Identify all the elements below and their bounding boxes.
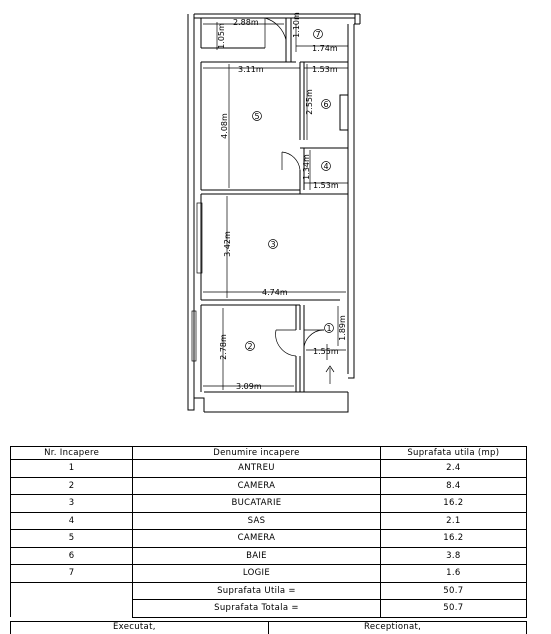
executed-label: Executat, xyxy=(113,622,156,632)
room-name-cell: ANTREU xyxy=(133,460,380,478)
dim-label: 2.78m xyxy=(219,334,228,360)
dim-label: 1.89m xyxy=(338,315,347,341)
dim-label: 2.55m xyxy=(305,89,314,115)
dim-label: 1.55m xyxy=(313,347,339,356)
dim-label: 4.08m xyxy=(220,113,229,139)
room-table-wrapper xyxy=(10,446,527,618)
room-area-cell: 3.8 xyxy=(380,547,526,565)
dim-label: 1.53m xyxy=(313,181,339,190)
room-name-cell: CAMERA xyxy=(133,477,380,495)
header-room-name: Denumire incapere xyxy=(133,447,380,460)
dim-label: 3.11m xyxy=(238,65,264,74)
room-area-cell: 8.4 xyxy=(380,477,526,495)
dim-label: 3.42m xyxy=(223,231,232,257)
dim-label: 4.74m xyxy=(262,288,288,297)
table-row xyxy=(11,565,527,583)
table-row xyxy=(11,460,527,478)
room-number-cell: 7 xyxy=(11,565,133,583)
header-usable-area: Suprafata utila (mp) xyxy=(380,447,526,460)
room-number-7: 7 xyxy=(315,30,321,39)
room-number-4: 4 xyxy=(323,162,329,171)
total-usable-value: 50.7 xyxy=(380,582,526,600)
table-row xyxy=(11,547,527,565)
dim-label: 1.53m xyxy=(312,65,338,74)
room-name-cell: CAMERA xyxy=(133,530,380,548)
room-number-1: 1 xyxy=(326,324,332,333)
dim-label: 1.74m xyxy=(312,44,338,53)
received-label: Receptionat, xyxy=(364,622,422,632)
room-number-cell: 3 xyxy=(11,495,133,513)
total-overall-value: 50.7 xyxy=(380,600,526,618)
room-number-2: 2 xyxy=(247,342,253,351)
total-overall-row xyxy=(11,600,527,618)
room-number-cell: 4 xyxy=(11,512,133,530)
room-name-cell: BAIE xyxy=(133,547,380,565)
room-number-3: 3 xyxy=(270,240,276,249)
dim-label: 2.88m xyxy=(233,18,259,27)
table-row xyxy=(11,530,527,548)
table-row xyxy=(11,477,527,495)
room-name-cell: LOGIE xyxy=(133,565,380,583)
dimension-labels xyxy=(217,12,347,391)
room-number-cell: 1 xyxy=(11,460,133,478)
dim-label: 1.34m xyxy=(302,154,311,180)
table-header-row xyxy=(11,447,527,460)
total-overall-label: Suprafata Totala = xyxy=(133,600,380,618)
table-row xyxy=(11,495,527,513)
dim-label: 3.09m xyxy=(236,382,262,391)
dim-label: 1.10m xyxy=(292,12,301,38)
room-area-table xyxy=(10,446,527,618)
room-area-cell: 2.1 xyxy=(380,512,526,530)
room-name-cell: BUCATARIE xyxy=(133,495,380,513)
room-area-cell: 1.6 xyxy=(380,565,526,583)
header-room-number: Nr. Incapere xyxy=(11,447,133,460)
signature-row xyxy=(10,622,527,634)
room-number-6: 6 xyxy=(323,100,329,109)
room-area-cell: 16.2 xyxy=(380,530,526,548)
room-number-cell: 6 xyxy=(11,547,133,565)
room-area-cell: 16.2 xyxy=(380,495,526,513)
room-name-cell: SAS xyxy=(133,512,380,530)
room-number-cell: 5 xyxy=(11,530,133,548)
room-number-cell: 2 xyxy=(11,477,133,495)
blank-cell xyxy=(11,600,133,618)
total-usable-label: Suprafata Utila = xyxy=(133,582,380,600)
room-number-5: 5 xyxy=(254,112,260,121)
blank-cell xyxy=(11,582,133,600)
total-usable-row xyxy=(11,582,527,600)
room-area-cell: 2.4 xyxy=(380,460,526,478)
dim-label: 1.05m xyxy=(217,23,226,49)
table-row xyxy=(11,512,527,530)
